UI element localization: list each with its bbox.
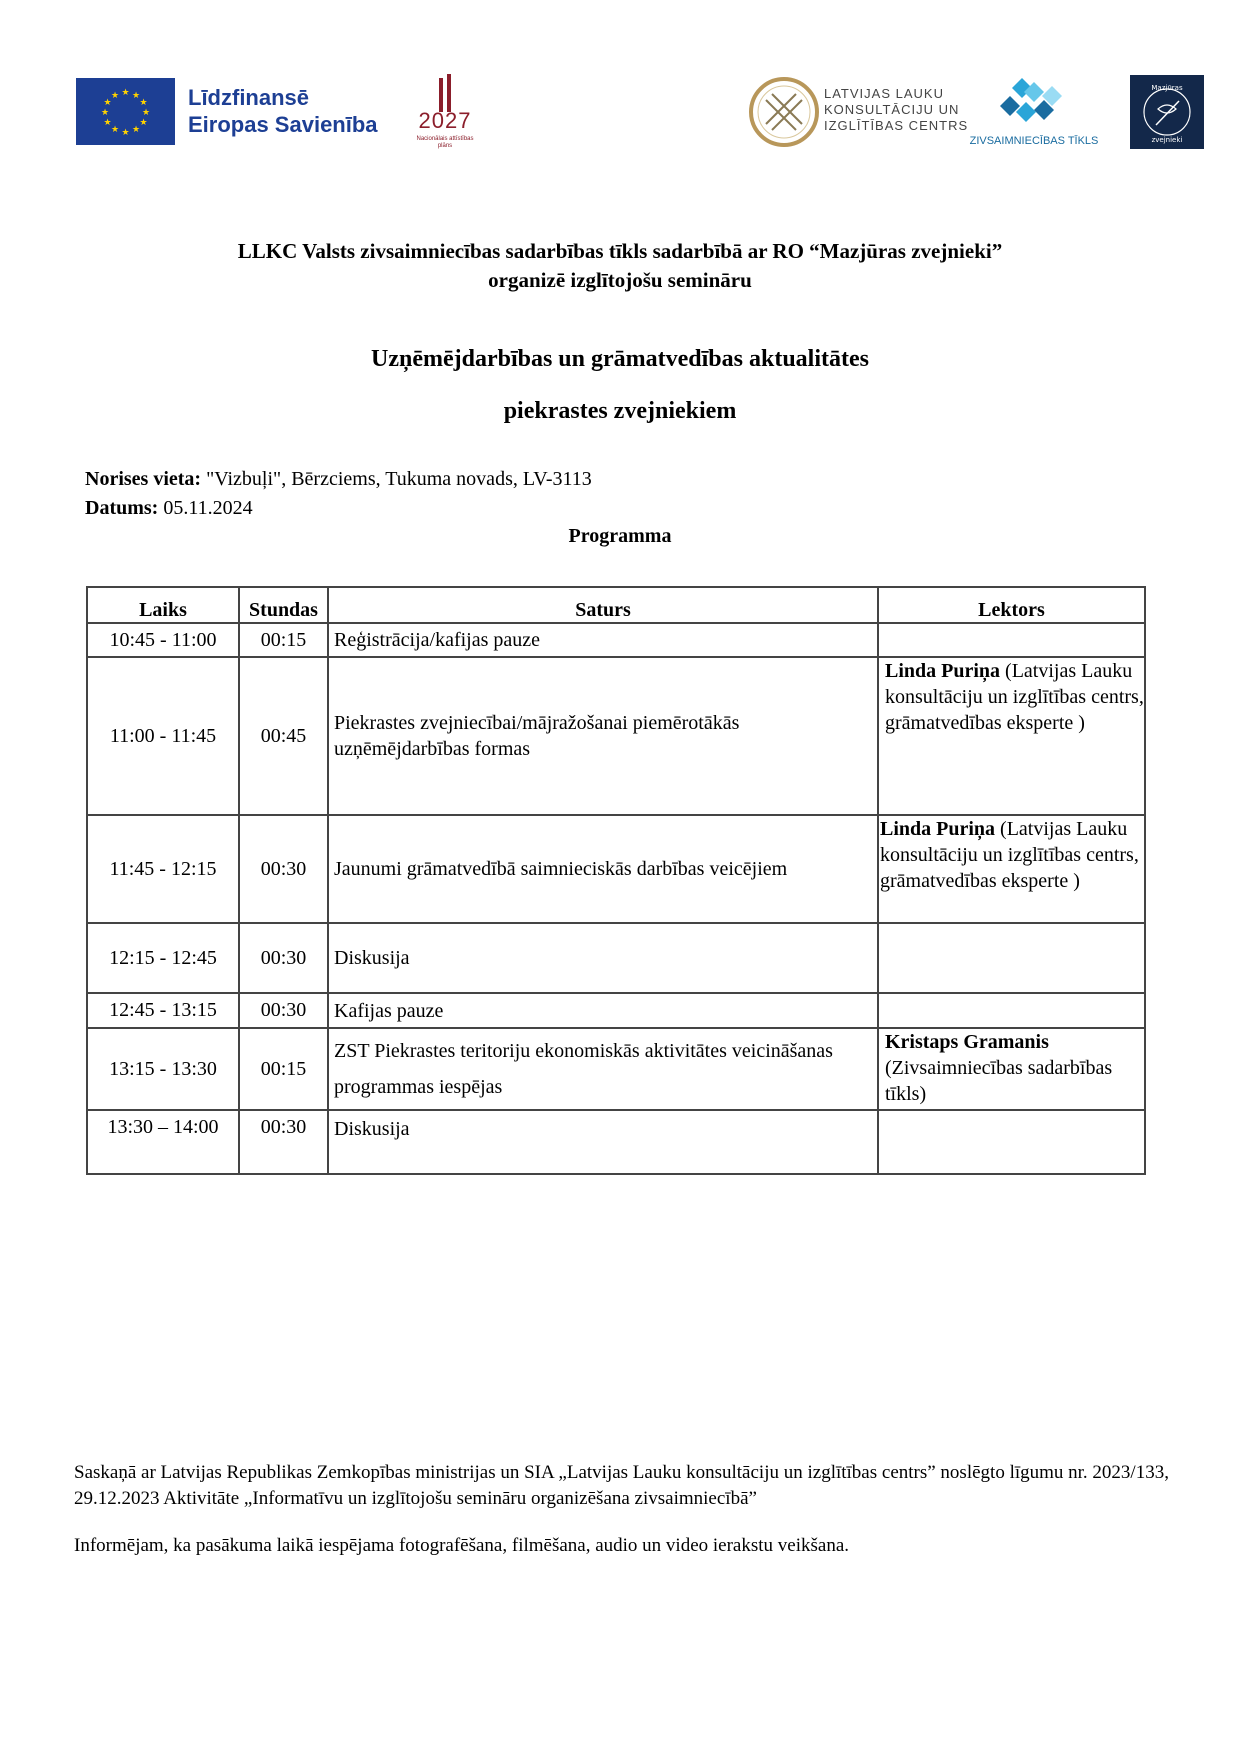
svg-text:★: ★	[103, 118, 112, 128]
eu-text-line2: Eiropas Savienība	[188, 112, 378, 137]
seminar-title-line1: Uzņēmējdarbības un grāmatvedības aktualitātes	[370, 346, 869, 372]
row-content: Jaunumi grāmatvedībā saimnieciskās darbības veicējiem	[328, 815, 878, 923]
llkc-line1: LATVIJAS LAUKU	[824, 86, 944, 101]
venue-value: "Vizbuļi", Bērzciems, Tukuma novads, LV-3113	[201, 468, 592, 490]
lecturer-detail: (Latvijas Lauku konsultāciju un izglītības centrs, grāmatvedības eksperte )	[880, 818, 1139, 892]
zst-network-label: ZIVSAIMNIECĪBAS TĪKLS	[969, 135, 1099, 147]
row-time: 12:15 - 12:45	[87, 923, 239, 993]
row-hours: 00:30	[239, 993, 328, 1028]
table-row	[87, 1110, 1145, 1174]
row-time: 11:45 - 12:15	[87, 815, 239, 923]
contract-note: Saskaņā ar Latvijas Republikas Zemkopības ministrijas un SIA „Latvijas Lauku konsultāciju un izglītības centrs” noslēgto līgumu nr. 2023/133, 29.12.2023 Aktivitāte „Informatīvu un izglītojošu semināru organizēšana zivsaimniecībā”	[74, 1462, 1169, 1509]
table-row	[87, 815, 1145, 923]
row-hours: 00:15	[239, 1028, 328, 1110]
eu-text-line1: Līdzfinansē	[188, 85, 310, 110]
row-content: Kafijas pauze	[328, 993, 878, 1028]
row-time: 10:45 - 11:00	[87, 623, 239, 657]
row-hours: 00:30	[239, 815, 328, 923]
row-hours: 00:30	[239, 923, 328, 993]
table-header-row	[87, 587, 1145, 623]
table-row	[87, 923, 1145, 993]
llkc-line3: IZGLĪTĪBAS CENTRS	[824, 118, 969, 133]
logo-strip	[0, 0, 1240, 160]
mazjuras-zvejnieki-logo	[1130, 75, 1204, 149]
mazjuras-logo-line2: zvejnieki	[1151, 136, 1183, 144]
header-lecturer: Lektors	[878, 587, 1145, 623]
lecturer-detail: (Zivsaimniecības sadarbības tīkls)	[885, 1057, 1113, 1105]
nap-subtitle: Nacionālais attīstības plāns	[416, 136, 474, 149]
llkc-line2: KONSULTĀCIJU UN	[824, 102, 960, 117]
row-content: Diskusija	[328, 923, 878, 993]
lecturer-detail: (Latvijas Lauku konsultāciju un izglītības centrs, grāmatvedības eksperte )	[885, 660, 1144, 734]
nap-2027-logo	[410, 74, 480, 156]
header-hours: Stundas	[239, 587, 328, 623]
zst-network-logo	[1000, 74, 1064, 130]
svg-text:★: ★	[110, 125, 120, 135]
svg-text:★: ★	[139, 98, 148, 108]
svg-text:★: ★	[110, 91, 120, 101]
row-lecturer	[878, 923, 1145, 993]
lecturer-name: Kristaps Gramanis	[885, 1031, 1049, 1053]
row-time: 13:30 – 14:00	[87, 1110, 239, 1174]
seminar-title-line2: piekrastes zvejniekiem	[503, 398, 737, 424]
mazjuras-logo-line1: Mazjūras	[1151, 84, 1183, 92]
date-line	[85, 497, 253, 520]
svg-text:★: ★	[139, 118, 148, 128]
row-time: 13:15 - 13:30	[87, 1028, 239, 1110]
date-value: 05.11.2024	[158, 497, 253, 519]
organizer-heading	[0, 237, 1240, 295]
svg-text:★: ★	[131, 125, 141, 135]
program-table	[86, 586, 1146, 1175]
row-hours: 00:15	[239, 623, 328, 657]
header-content: Saturs	[328, 587, 878, 623]
row-content: ZST Piekrastes teritoriju ekonomiskās aktivitātes veicināšanas programmas iespējas	[328, 1028, 878, 1110]
table-row	[87, 623, 1145, 657]
row-hours: 00:45	[239, 657, 328, 815]
row-time: 12:45 - 13:15	[87, 993, 239, 1028]
row-lecturer	[878, 1110, 1145, 1174]
organizer-line1: LLKC Valsts zivsaimniecības sadarbības tīkls sadarbībā ar RO “Mazjūras zvejnieki”	[237, 239, 1003, 263]
llkc-logo-text	[824, 86, 968, 134]
table-row	[87, 993, 1145, 1028]
eu-cofunded-label	[188, 84, 378, 138]
row-lecturer	[878, 1028, 1145, 1110]
row-hours: 00:30	[239, 1110, 328, 1174]
organizer-line2: organizē izglītojošu semināru	[488, 268, 752, 292]
nap-year: 2027	[418, 108, 472, 133]
row-content: Piekrastes zvejniecībai/mājražošanai piemērotākās uzņēmējdarbības formas	[328, 657, 878, 815]
eu-flag-logo	[76, 78, 175, 145]
svg-text:★: ★	[100, 108, 110, 118]
lecturer-name: Linda Puriņa	[885, 660, 1001, 682]
venue-line	[85, 468, 592, 491]
row-time: 11:00 - 11:45	[87, 657, 239, 815]
header-time: Laiks	[87, 587, 239, 623]
row-content: Diskusija	[328, 1110, 878, 1174]
row-lecturer	[878, 815, 1145, 923]
row-lecturer	[878, 993, 1145, 1028]
row-lecturer	[878, 623, 1145, 657]
svg-text:★: ★	[121, 128, 130, 138]
row-content: Reģistrācija/kafijas pauze	[328, 623, 878, 657]
venue-label: Norises vieta:	[85, 468, 202, 490]
table-row	[87, 1028, 1145, 1110]
llkc-emblem-logo	[748, 76, 820, 148]
program-heading: Programma	[568, 525, 672, 547]
date-label: Datums:	[85, 497, 159, 519]
svg-text:★: ★	[131, 91, 141, 101]
row-lecturer	[878, 657, 1145, 815]
table-row	[87, 657, 1145, 815]
svg-text:★: ★	[141, 108, 151, 118]
photo-notice: Informējam, ka pasākuma laikā iespējama fotografēšana, filmēšana, audio un video ierakstu veikšana.	[74, 1535, 850, 1556]
lecturer-name: Linda Puriņa	[880, 818, 996, 840]
svg-text:★: ★	[121, 88, 130, 98]
svg-text:★: ★	[103, 98, 112, 108]
